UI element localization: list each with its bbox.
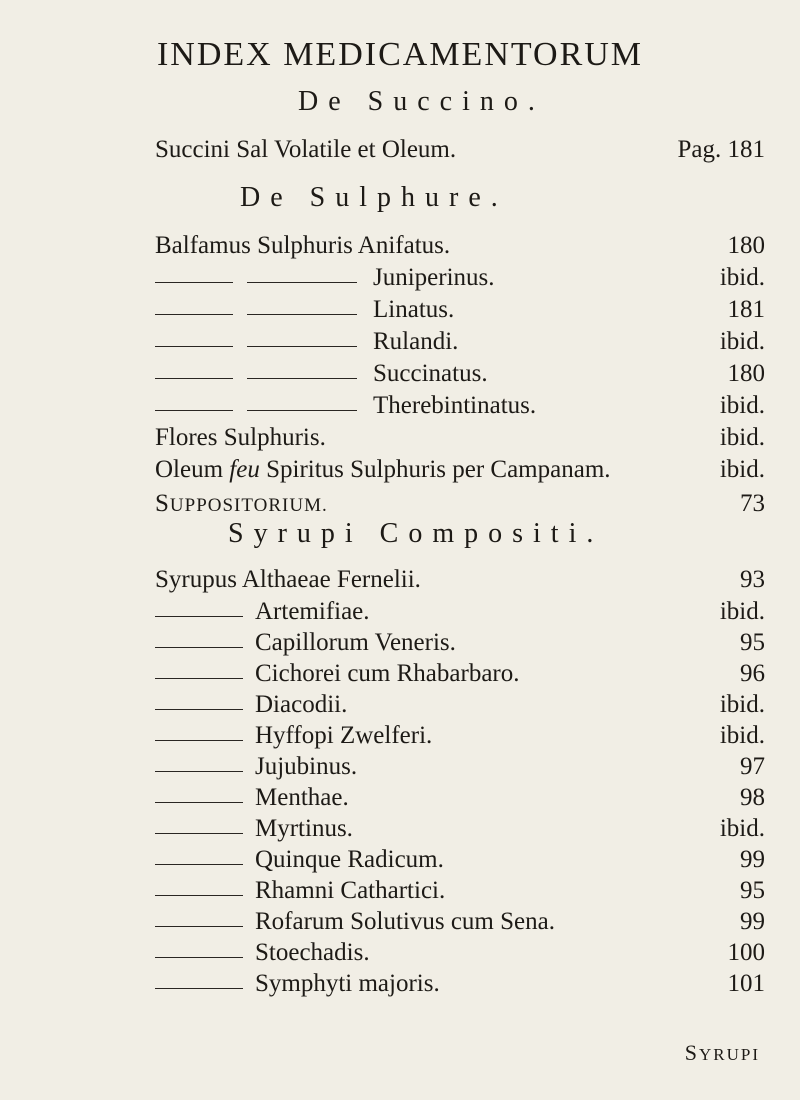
ditto-dash [155,678,243,679]
entry-sub [155,629,675,663]
entry-sub [155,877,675,911]
entry-label: Symphyti majoris. [255,970,440,997]
entry-label: Succinatus. [373,360,488,387]
ditto-dash [247,378,357,379]
entry-label: Juniperinus. [373,264,495,291]
entry-label: Succini Sal Volatile et Oleum. [155,136,457,163]
entry-page: 181 [727,296,765,323]
ditto-dash [247,314,357,315]
ditto-dash [155,378,233,379]
entry-page: 101 [727,970,765,997]
entry-sub [155,815,675,849]
ditto-dash [247,282,357,283]
entry-sub [155,660,675,694]
entry-label: Diacodii. [255,691,348,718]
ditto-dash [155,346,233,347]
entry-label: Flores Sulphuris. [155,424,326,451]
entry-sub [155,296,675,330]
entry-label: Rulandi. [373,328,459,355]
entry-sub [155,970,675,1004]
entry-label: Syrupus Althaeae Fernelii. [155,566,421,593]
entry-sub [155,846,675,880]
catchword: SYRUPI [684,1040,760,1065]
entry-label: SUPPOSITORIUM. [155,490,328,517]
ditto-dash [155,410,233,411]
entry-sub [155,598,675,632]
ditto-dash [155,282,233,283]
page-title: INDEX MEDICAMENTORUM [156,36,644,73]
ditto-dash [155,709,243,710]
section-heading-syrupi: Syrupi Compositi. [228,518,604,549]
entry-sub [155,908,675,942]
entry-label: Rofarum Solutivus cum Sena. [255,908,555,935]
section-heading-sulphure: De Sulphure. [240,182,508,213]
entry-label: Capillorum Veneris. [255,629,456,656]
entry-label: Balfamus Sulphuris Anifatus. [155,232,451,259]
entry-page: 99 [740,846,765,873]
entry-page: ibid. [719,328,765,355]
ditto-dash [247,410,357,411]
entry-page: 98 [740,784,765,811]
ditto-dash [247,346,357,347]
section-heading-succino: De Succino. [298,86,545,117]
entry-page: ibid. [719,691,765,718]
ditto-dash [155,314,233,315]
entry-flores [155,424,675,458]
entry-page: 100 [727,939,765,966]
ditto-dash [155,957,243,958]
ditto-dash [155,926,243,927]
entry-page: ibid. [719,722,765,749]
entry-page: 93 [740,566,765,593]
entry-sub [155,264,675,298]
entry-label: Oleum feu Spiritus Sulphuris per Campanam. [155,456,611,483]
entry-sub [155,753,675,787]
ditto-dash [155,864,243,865]
ditto-dash [155,895,243,896]
ditto-dash [155,988,243,989]
ditto-dash [155,802,243,803]
entry-page: ibid. [719,392,765,419]
entry-oleum [155,456,675,490]
entry-page: 96 [740,660,765,687]
entry-label: Stoechadis. [255,939,370,966]
entry-page: 73 [740,490,765,517]
entry-syrupus [155,566,675,600]
entry-label: Menthae. [255,784,349,811]
ditto-dash [155,647,243,648]
entry-label: Jujubinus. [255,753,358,780]
entry-sub [155,722,675,756]
entry-sub [155,691,675,725]
entry-page: 99 [740,908,765,935]
entry-label: Quinque Radicum. [255,846,444,873]
entry-label: Hyffopi Zwelferi. [255,722,433,749]
ditto-dash [155,833,243,834]
entry-page: 180 [727,360,765,387]
entry-label: Artemifiae. [255,598,370,625]
entry-label: Linatus. [373,296,455,323]
entry-page: ibid. [719,598,765,625]
entry-page: ibid. [719,264,765,291]
entry-page: 97 [740,753,765,780]
ditto-dash [155,740,243,741]
entry-page: ibid. [719,424,765,451]
entry-sub [155,939,675,973]
entry-label: Myrtinus. [255,815,353,842]
entry-page: 180 [727,232,765,259]
entry-page: 95 [740,877,765,904]
entry-sub [155,328,675,362]
entry-balfamus [155,232,675,266]
entry-page: ibid. [719,456,765,483]
entry-label: Therebintinatus. [373,392,537,419]
entry-label: Rhamni Cathartici. [255,877,446,904]
entry-sub [155,392,675,426]
entry-sub [155,360,675,394]
ditto-dash [155,616,243,617]
entry-page: ibid. [719,815,765,842]
entry-page: 95 [740,629,765,656]
entry-label: Cichorei cum Rhabarbaro. [255,660,520,687]
entry-page: Pag. 181 [677,136,765,163]
ditto-dash [155,771,243,772]
entry-sub [155,784,675,818]
